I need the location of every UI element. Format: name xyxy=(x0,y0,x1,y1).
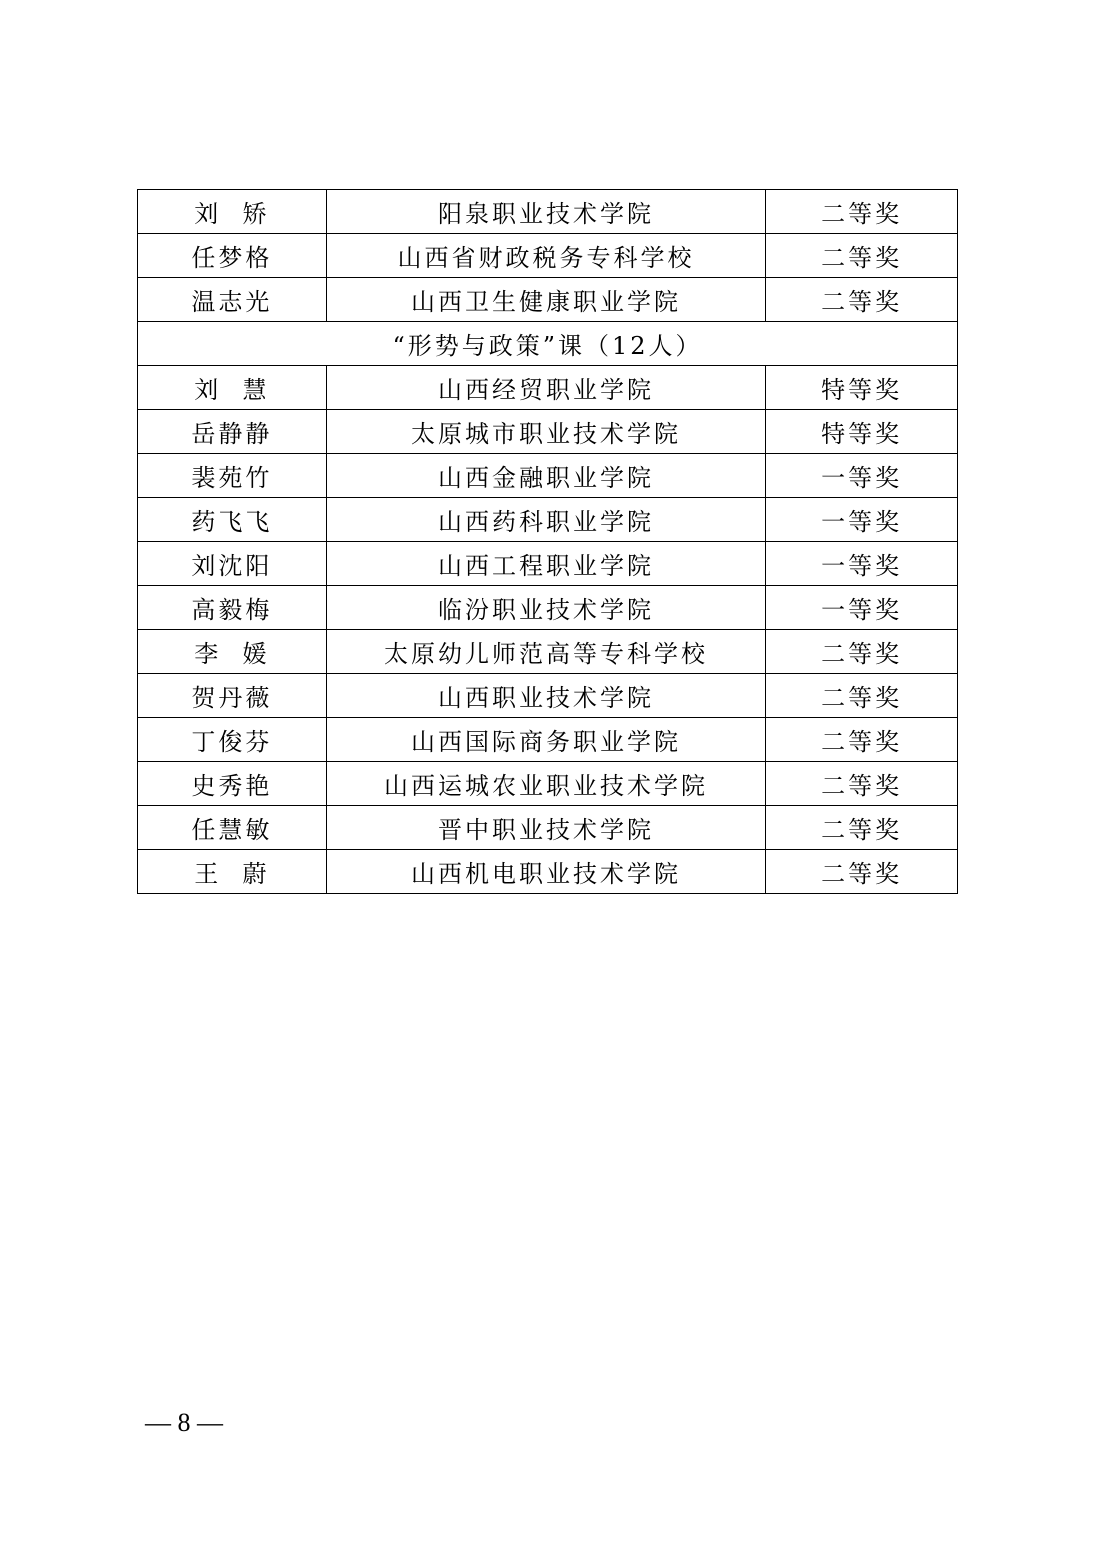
table-row xyxy=(138,410,958,454)
table-row xyxy=(138,806,958,850)
school-cell: 山西运城农业职业技术学院 xyxy=(326,762,766,806)
table-row xyxy=(138,674,958,718)
school-cell: 山西卫生健康职业学院 xyxy=(326,278,766,322)
winner-name: 裴苑竹 xyxy=(191,464,273,492)
section-header: “形势与政策”课（12人） xyxy=(138,322,958,366)
page-number: — 8 — xyxy=(145,1408,223,1437)
winner-name-cell xyxy=(138,850,327,894)
award-cell: 二等奖 xyxy=(766,190,958,234)
winner-name-cell xyxy=(138,278,327,322)
section-header-row xyxy=(138,322,958,366)
winner-name: 高毅梅 xyxy=(191,596,273,624)
table-row xyxy=(138,850,958,894)
winner-name-cell xyxy=(138,454,327,498)
award-cell: 二等奖 xyxy=(766,278,958,322)
award-cell: 一等奖 xyxy=(766,542,958,586)
winner-name-cell xyxy=(138,234,327,278)
table-row xyxy=(138,762,958,806)
table-row xyxy=(138,454,958,498)
winner-name: 王 蔚 xyxy=(194,860,270,888)
table-row xyxy=(138,234,958,278)
winner-name: 岳静静 xyxy=(191,420,273,448)
winner-name-cell xyxy=(138,410,327,454)
award-cell: 二等奖 xyxy=(766,806,958,850)
winner-name: 刘 慧 xyxy=(194,376,270,404)
school-cell: 太原幼儿师范高等专科学校 xyxy=(326,630,766,674)
winner-name-cell xyxy=(138,586,327,630)
award-cell: 一等奖 xyxy=(766,498,958,542)
award-cell: 一等奖 xyxy=(766,586,958,630)
award-table xyxy=(137,189,958,894)
award-cell: 二等奖 xyxy=(766,630,958,674)
table-row xyxy=(138,542,958,586)
award-cell: 二等奖 xyxy=(766,850,958,894)
table-row xyxy=(138,190,958,234)
winner-name: 温志光 xyxy=(191,288,273,316)
winner-name-cell xyxy=(138,366,327,410)
table-row xyxy=(138,718,958,762)
table-row xyxy=(138,586,958,630)
winner-name-cell xyxy=(138,630,327,674)
award-cell: 二等奖 xyxy=(766,234,958,278)
award-cell: 一等奖 xyxy=(766,454,958,498)
table-row xyxy=(138,366,958,410)
winner-name-cell xyxy=(138,718,327,762)
winner-name: 刘 矫 xyxy=(194,200,270,228)
award-cell: 特等奖 xyxy=(766,366,958,410)
school-cell: 山西金融职业学院 xyxy=(326,454,766,498)
winner-name-cell xyxy=(138,762,327,806)
winner-name-cell xyxy=(138,498,327,542)
school-cell: 山西国际商务职业学院 xyxy=(326,718,766,762)
table-row xyxy=(138,278,958,322)
school-cell: 太原城市职业技术学院 xyxy=(326,410,766,454)
table-row xyxy=(138,630,958,674)
school-cell: 山西省财政税务专科学校 xyxy=(326,234,766,278)
school-cell: 临汾职业技术学院 xyxy=(326,586,766,630)
award-cell: 二等奖 xyxy=(766,674,958,718)
winner-name: 李 媛 xyxy=(194,640,270,668)
winner-name: 丁俊芬 xyxy=(191,728,273,756)
table-row xyxy=(138,498,958,542)
award-cell: 二等奖 xyxy=(766,718,958,762)
award-cell: 特等奖 xyxy=(766,410,958,454)
winner-name-cell xyxy=(138,806,327,850)
school-cell: 山西药科职业学院 xyxy=(326,498,766,542)
school-cell: 山西经贸职业学院 xyxy=(326,366,766,410)
winner-name: 贺丹薇 xyxy=(191,684,273,712)
winner-name: 任慧敏 xyxy=(191,816,273,844)
school-cell: 阳泉职业技术学院 xyxy=(326,190,766,234)
school-cell: 山西机电职业技术学院 xyxy=(326,850,766,894)
winner-name-cell xyxy=(138,542,327,586)
award-table-body xyxy=(138,190,958,894)
winner-name-cell xyxy=(138,190,327,234)
school-cell: 山西工程职业学院 xyxy=(326,542,766,586)
school-cell: 山西职业技术学院 xyxy=(326,674,766,718)
winner-name: 任梦格 xyxy=(191,244,273,272)
school-cell: 晋中职业技术学院 xyxy=(326,806,766,850)
winner-name: 刘沈阳 xyxy=(191,552,273,580)
winner-name: 史秀艳 xyxy=(191,772,273,800)
winner-name-cell xyxy=(138,674,327,718)
award-cell: 二等奖 xyxy=(766,762,958,806)
winner-name: 药飞飞 xyxy=(191,508,273,536)
